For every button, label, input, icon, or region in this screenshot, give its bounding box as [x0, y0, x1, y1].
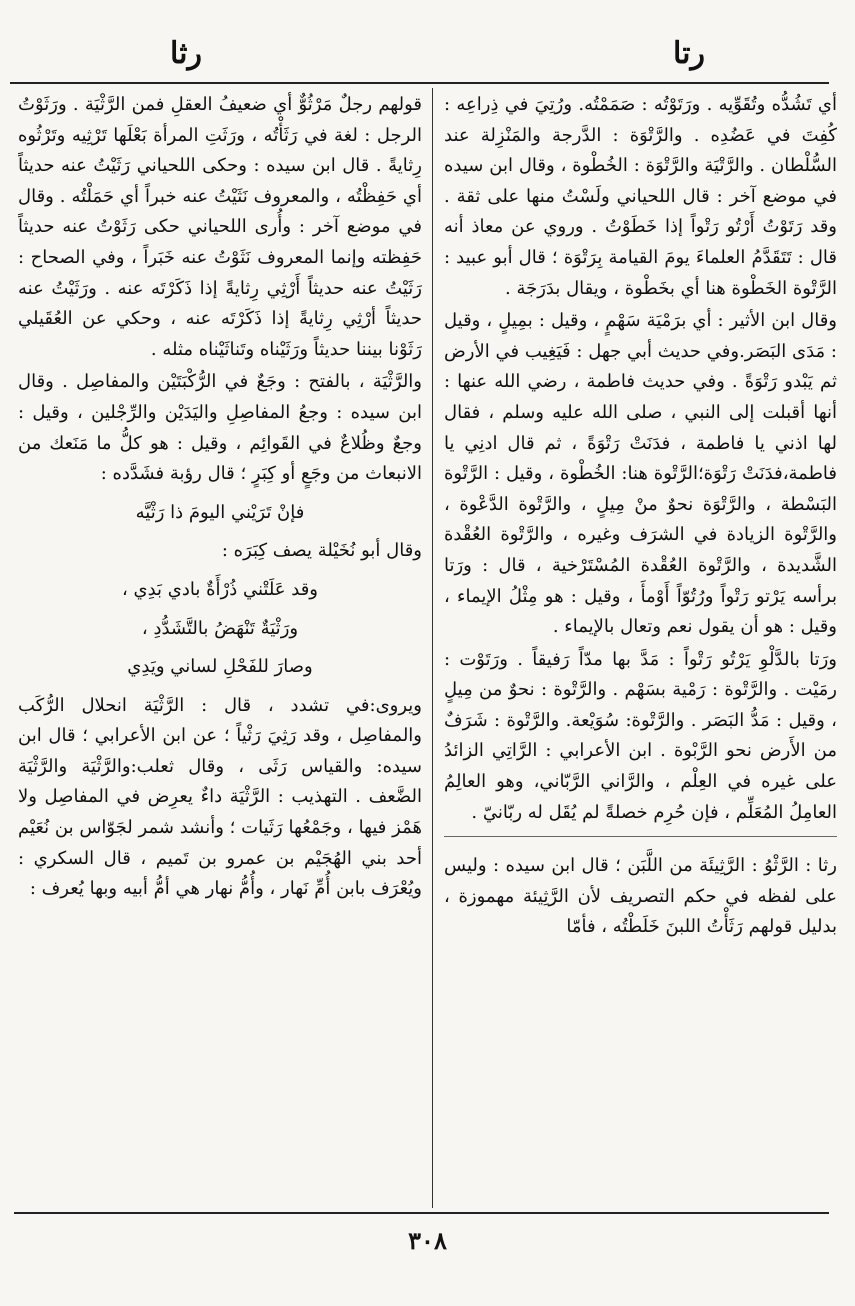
- column-divider: [432, 88, 433, 1208]
- right-column: [444, 90, 837, 1205]
- entry-ratha: رثا : الرَّثْوُ : الرَّثِيئَة من اللَّبَن ؛ قال ابن سيده : وليس على لفظه في حكم التصريف لأن الرَّثِيئة مهموزة ، بدليل قولهم رَثَأْتُ اللبنَ خَلَطْتُه ، فأمّا: [444, 855, 837, 938]
- right-paragraph: أي تَشُدُّه وتُقَوِّيه . ورَتَوْتُه : صَمَمْتُه. ورُتِيَ في ذِراعِه : كُفِتَ في عَضُدِه . والرَّتْوَة : الدَّرجة والمَنْزِلة عند السُّلْطان . والرَّتْيَة والرَّتْوَة : الخُطْوة ، وقال ابن سيده في موضع آخر : قال اللحياني ولَسْتُ منها على ثقة . وقد رَتَوْتُ أَرْتُو رَتْواً إذا خَطَوْتُ . وروي عن معاذ أنه قال : تَتَقَدَّمُ العلماءَ يومَ القيامة بِرَتْوَة ؛ قال أبو عبيد : الرَّتْوة الخَطْوة هنا أي بخَطْوة ، ويقال بدَرَجَة .: [444, 94, 837, 299]
- left-paragraph: ويروى:في تشدد ، قال : الرَّثْيَة انحلال الرُّكَب والمفاصِل ، وقد رَثِيَ رَثْياً ؛ عن ابن الأعرابي ؛ قال ابن سيده: والقياس رَثَى ، وقال ثعلب:والرَّثْيَة والرَّثْيَة الضَّعف . التهذيب : الرَّثْيَة داءٌ يعرِض في المفاصِل ولا هَمْز فيها ، وجَمْعُها رَثَيات ؛ وأنشد شمر لجَوّاس بن نُعَيْم أحد بني الهُجَيْم بن عمرو بن تَميم ، قال السكري : ويُعْرَف بابن أُمِّ نَهار ، وأُمُّ نهار هي أمُّ أبيه وبها يُعرف :: [18, 694, 422, 900]
- entry-separator: [444, 836, 837, 847]
- page-number: ٣٠٨: [408, 1226, 447, 1255]
- left-paragraph: قولهم رجلٌ مَرْثُوٌّ أي ضعيفُ العقلِ فمن الرَّثْيَة . ورَثَوْتُ الرجل : لغة في رَثَأْتُه ، ورَثَتِ المرأة بَعْلَها تَرْثِيه وتَرْثُوه رِثايةً . قال ابن سيده : وحكى اللحياني رَثَيْتُ عنه حديثاً أي حَفِظْتُه ، والمعروف نَثَيْتُ عنه خبراً أي حَمَلْتُه . وقال في موضع آخر : وأُرى اللحياني حكى رَثَوْتُ عنه حديثاً حَفِظته وإنما المعروف نَثَوْتُ عنه خَبَراً ، وفي الصحاح : رَثَيْتُ عنه حديثاً أَرْثِي رِثايةً إذا ذَكَرْتَه عنه . ورَثَيْتُ عنه حديثاً أرْثِي رِثايةً إذا ذَكَرْتَه عنه ، وحكي عن العُقَيلي رَثَوْنا بيننا حديثاً ورَثَيْناه وتَناثَيْناه مثله .: [18, 94, 422, 360]
- right-paragraph: ورَتا بالدَّلْوِ يَرْتُو رَتْواً : مَدَّ بها مدّاً رَفيقاً . ورَتَوْت : رمَيْت . والرَّتْوة : رَمْية بسَهْم . والرَّتْوة : نحوٌ من مِيلٍ ، وقيل : مَدُّ البَصَر . والرَّتْوة: سُوَيْعة. والرَّتْوة : شَرَفٌ من الأَرض نحو الرَّبْوة . ابن الأعرابي : الرَّاتِي الزائدُ على غيره في العِلْم ، والرَّاني الرَّبّاني، وهو العالِمُ العامِلُ المُعَلِّم ، فإن حُرِم خصلةً لم يُقَل له ربّانيّ .: [444, 648, 837, 823]
- verse-line: وقد عَلَتْني ذُرْأَةٌ بادي بَدِي ،: [121, 578, 318, 600]
- right-paragraph: وقال ابن الأثير : أي برَمْيَة سَهْمٍ ، وقيل : بمِيلٍ ، وقيل : مَدَى البَصَر.وفي حديث أبي جهل : فَيَغِيب في الأرض ثم يَبْدو رَتْوَةً . وفي حديث فاطمة ، رضي الله عنها : أنها أقبلت إلى النبي ، صلى الله عليه وسلم ، فقال لها اذني يا فاطمة ، فدَنَتْ رَتْوَةً ، ثم قال ادنِي يا فاطمة،فدَنَتْ رَتْوَة؛الرَّتْوة هنا: الخُطْوة ، وقيل : الرَّتْوة البَسْطة ، والرَّتْوَة نحوٌ منْ مِيلٍ ، والرَّتْوة الدَّعْوة ، والرَّتْوة الزيادة في الشرَف وغيره ، والرَّتْوة العُقْدة الشَّديدة ، والرَّتْوة العُقْدة المُسْتَرْخية ، قال : ورَتا برأسه يَرْتو رَتْواً ورُتُوّاً أَوْمأَ ، وقيل : هو مِثْلُ الإيماء ، وقيل : هو أن يقول نعم وتعال بالإيماء .: [444, 310, 837, 638]
- running-header-left: رثا: [170, 36, 202, 71]
- running-header-right: رتا: [673, 36, 705, 71]
- verse-line: ورَثْيَةٌ تَنْهَضُ بالتَّشَدُّدِ ،: [141, 617, 299, 639]
- left-paragraph: والرَّثْيَة ، بالفتح : وجَعٌ في الرُّكْبَتَيْن والمفاصِل . وقال ابن سيده : وجعُ المفاصِلِ واليَدَيْن والرِّجْلين ، وقيل : وجعٌ وظُلاعٌ في القَوائِم ، وقيل : هو كلُّ ما مَنَعك من الانبعاث من وجَعٍ أو كِبَرٍ ؛ قال رؤبة فشَدَّده :: [18, 371, 422, 485]
- verse-line: فإنْ تَرَيْني اليومَ ذا رَثْيَّه: [135, 501, 305, 523]
- verse-line: وصارَ للفَحْلِ لساني ويَدِي: [127, 656, 313, 678]
- header-rule: [10, 82, 829, 84]
- left-column: [18, 90, 422, 1205]
- verse-intro: وقال أبو نُخَيْلة يصف كِبَرَه :: [221, 540, 422, 562]
- footer-rule: [14, 1212, 829, 1214]
